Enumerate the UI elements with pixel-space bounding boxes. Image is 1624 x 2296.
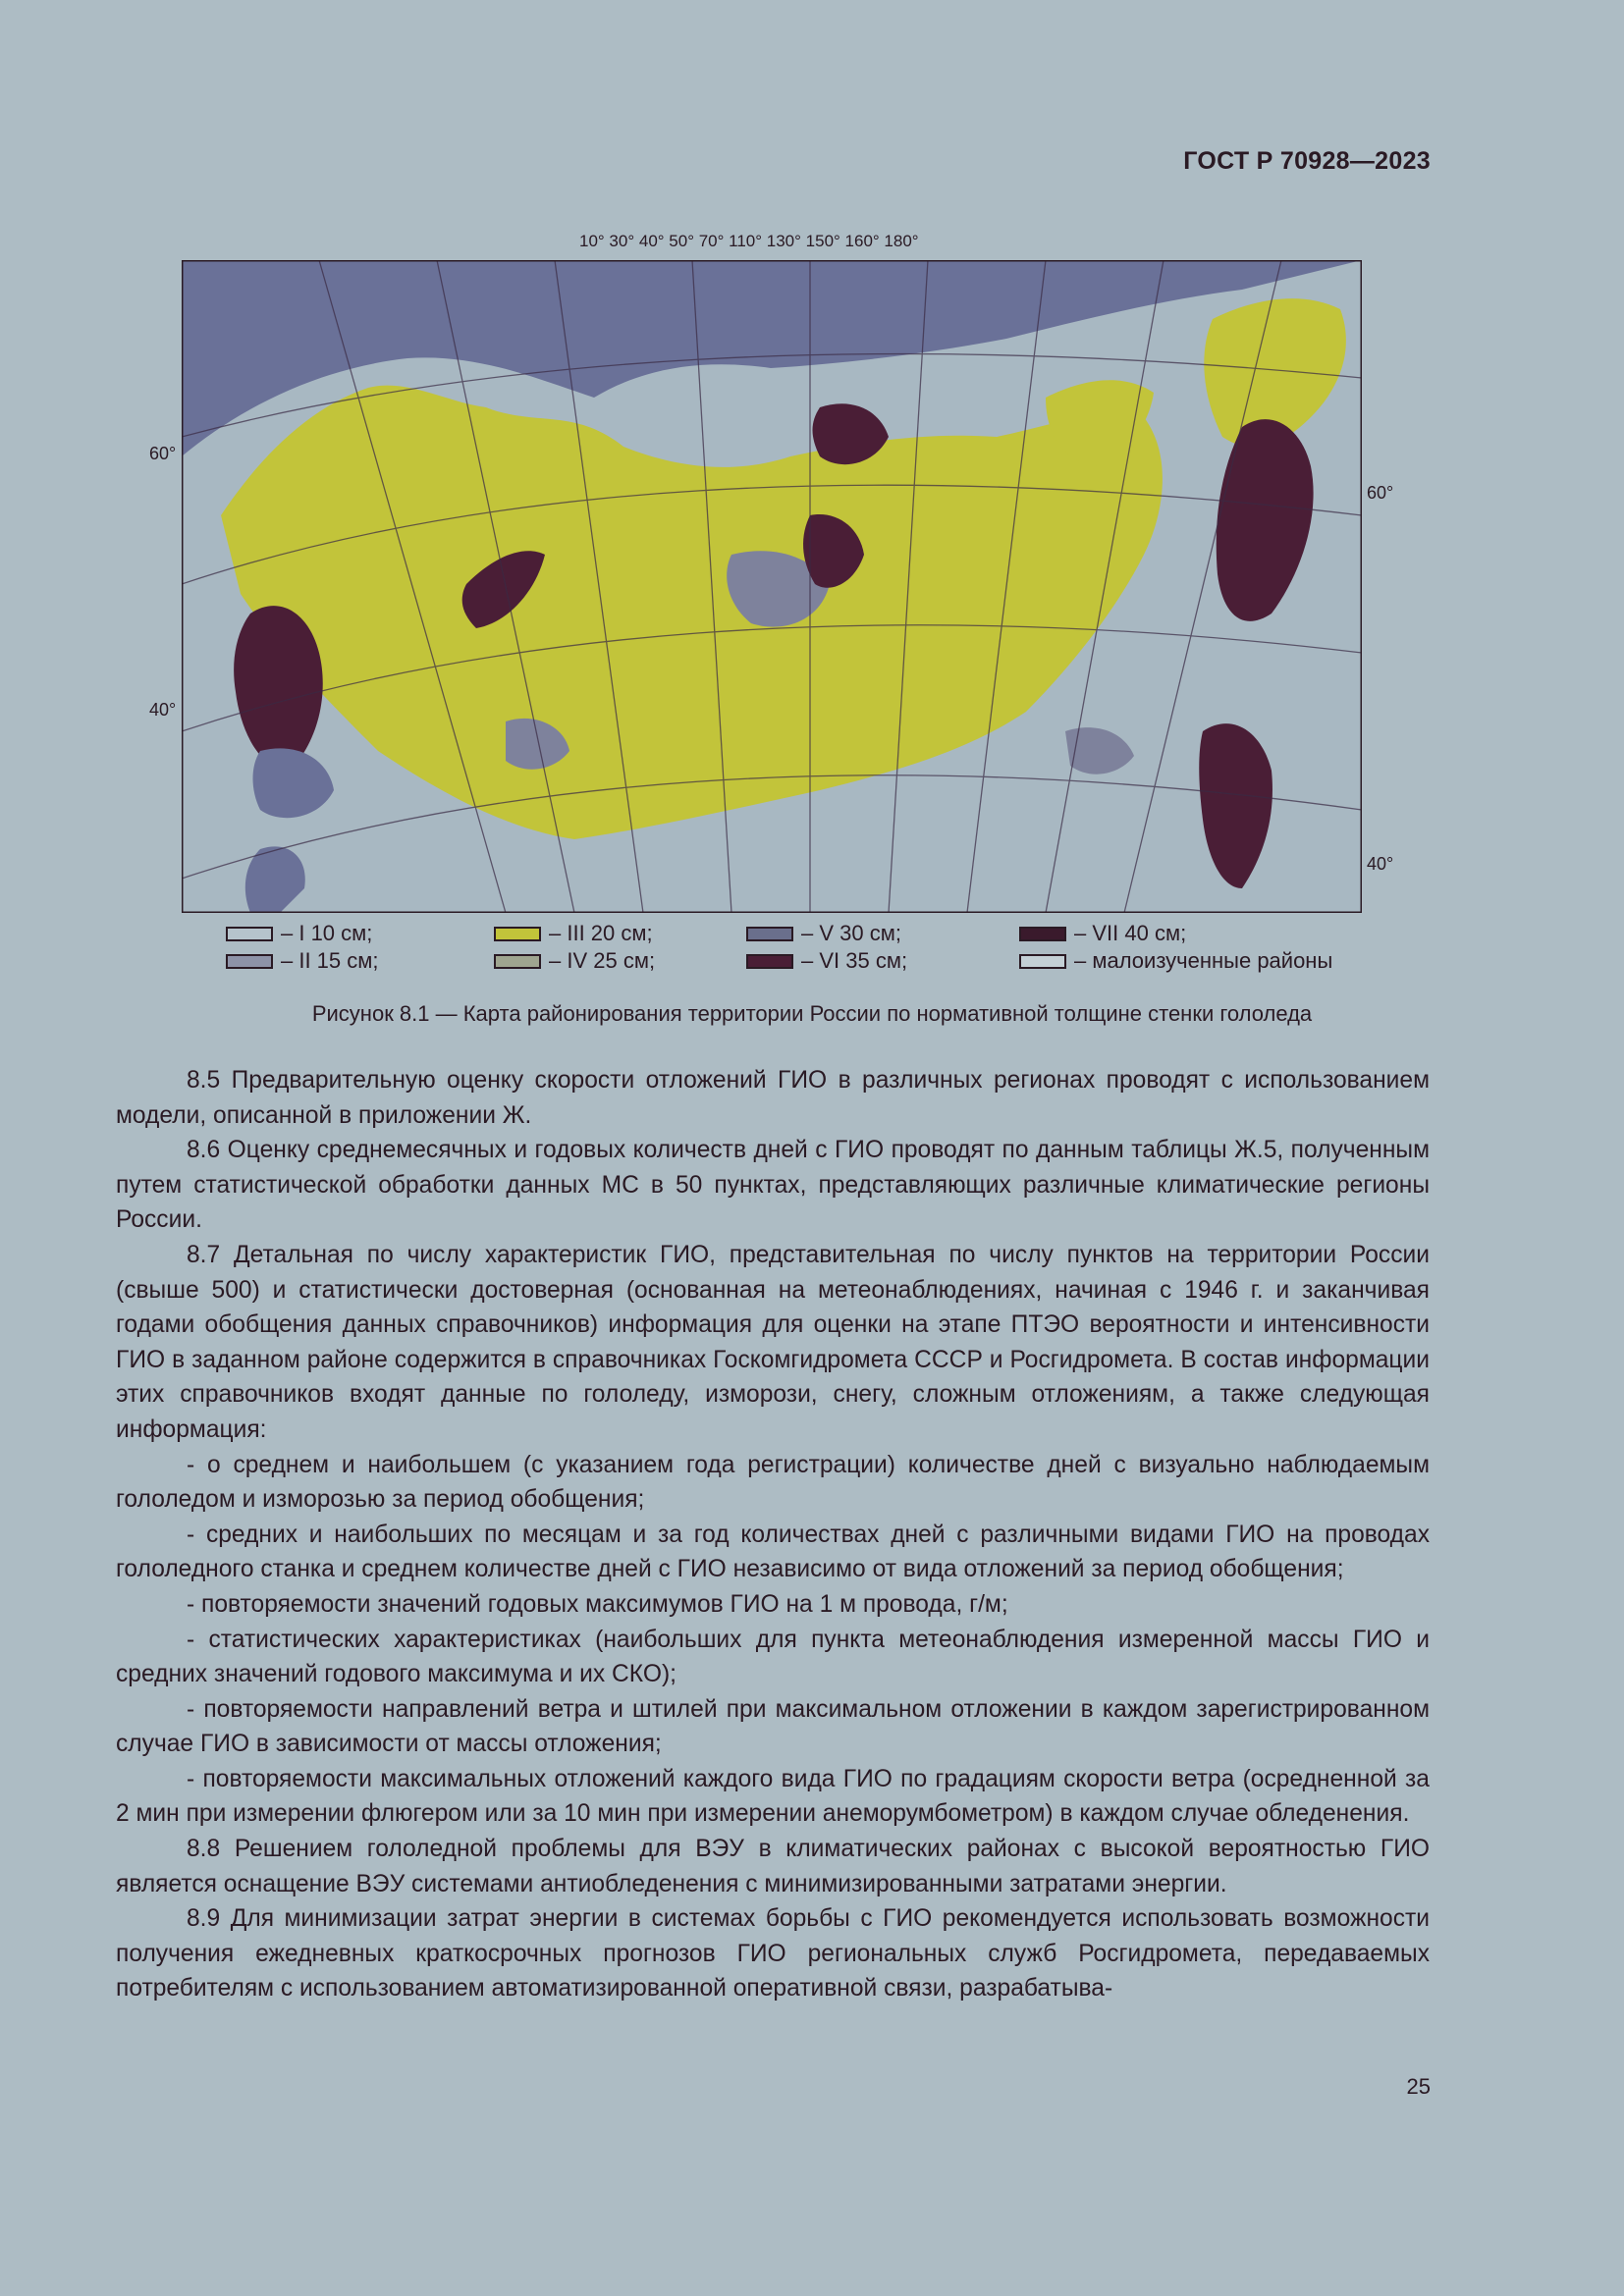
legend-item xyxy=(226,921,372,946)
paragraph-8-7: 8.7 Детальная по числу характеристик ГИО, представительная по числу пунктов на территории России (свыше 500) и статистически достоверная (основанная на метеонаблюдениях, начиная с 1946 г. и заканчивая годами обобщения данных справочников) информация для оценки на этапе ПТЭО вероятности и интенсивности ГИО в заданном районе содержится в справочниках Госкомгидромета СССР и Росгидромета. В состав информации этих справочников входят данные по гололеду, изморози, снегу, сложным отложениям, а также следующая информация: xyxy=(116,1241,1430,1443)
list-item: - повторяемости максимальных отложений каждого вида ГИО по градациям скорости ветра (осредненной за 2 мин при измерении флюгером или за 10 мин при измерении анеморумбометром) в каждом случае обледенения. xyxy=(116,1765,1430,1828)
legend-swatch xyxy=(746,927,793,941)
paragraph-8-6: 8.6 Оценку среднемесячных и годовых количеств дней с ГИО проводят по данным таблицы Ж.5, полученным путем статистической обработки данных МС в 50 пунктах, представляющих различные климатические регионы России. xyxy=(116,1137,1430,1234)
legend-item xyxy=(746,948,907,974)
legend-label: – малоизученные районы xyxy=(1074,948,1333,973)
legend-swatch xyxy=(494,927,541,941)
map-legend xyxy=(226,921,1375,980)
list-item: - повторяемости направлений ветра и штилей при максимальном отложении в каждом зарегистрированном случае ГИО в зависимости от массы отложения; xyxy=(116,1695,1430,1758)
legend-swatch xyxy=(494,954,541,969)
list-item: - повторяемости значений годовых максимумов ГИО на 1 м провода, г/м; xyxy=(187,1590,1008,1618)
legend-label: – II 15 см; xyxy=(281,948,379,973)
longitude-labels: 10° 30° 40° 50° 70° 110° 130° 150° 160° 180° xyxy=(579,232,919,250)
legend-label: – VI 35 см; xyxy=(801,948,908,973)
legend-label: – I 10 см; xyxy=(281,921,373,945)
legend-item xyxy=(1019,921,1186,946)
legend-item xyxy=(746,921,901,946)
list-item: - о среднем и наибольшем (с указанием года регистрации) количестве дней с визуально наблюдаемым гололедом и изморозью за период обобщения; xyxy=(116,1451,1430,1514)
legend-label: – III 20 см; xyxy=(549,921,653,945)
zoning-map xyxy=(182,260,1362,913)
document-header-code: ГОСТ Р 70928—2023 xyxy=(1183,147,1431,175)
zoning-map-image xyxy=(182,260,1362,913)
paragraph-8-8: 8.8 Решением гололедной проблемы для ВЭУ в климатических районах с высокой вероятностью ГИО является оснащение ВЭУ системами антиобледенения с минимизированными затратами энергии. xyxy=(116,1836,1430,1897)
list-item: - средних и наибольших по месяцам и за год количествах дней с различными видами ГИО на проводах гололедного станка и среднем количестве дней с ГИО независимо от вида отложений за период обобщения; xyxy=(116,1521,1430,1583)
legend-swatch xyxy=(746,954,793,969)
legend-label: – V 30 см; xyxy=(801,921,901,945)
paragraph-8-9: 8.9 Для минимизации затрат энергии в системах борьбы с ГИО рекомендуется использовать возможности получения ежедневных краткосрочных прогнозов ГИО региональных служб Росгидромета, передаваемых потребителям с использованием автоматизированной оперативной связи, разрабатыва- xyxy=(116,1905,1430,2002)
list-item: - статистических характеристиках (наибольших для пункта метеонаблюдения измеренной массы ГИО и средних значений годового максимума и их СКО); xyxy=(116,1626,1430,1688)
legend-swatch xyxy=(1019,927,1066,941)
figure-caption: Рисунок 8.1 — Карта районирования территории России по нормативной толщине стенки гололеда xyxy=(311,1001,1313,1026)
latitude-label-right-40: 40° xyxy=(1367,854,1394,874)
legend-label: – IV 25 см; xyxy=(549,948,656,973)
paragraph-8-5: 8.5 Предварительную оценку скорости отложений ГИО в различных регионах проводят с использованием модели, описанной в приложении Ж. xyxy=(116,1067,1430,1129)
legend-swatch xyxy=(1019,954,1066,969)
legend-item xyxy=(1019,948,1332,974)
latitude-label-left-40: 40° xyxy=(149,700,177,720)
latitude-label-right-60: 60° xyxy=(1367,483,1394,503)
legend-item xyxy=(494,948,655,974)
legend-swatch xyxy=(226,954,273,969)
legend-label: – VII 40 см; xyxy=(1074,921,1187,945)
legend-item xyxy=(226,948,379,974)
legend-item xyxy=(494,921,653,946)
latitude-label-left-60: 60° xyxy=(149,444,177,463)
legend-swatch xyxy=(226,927,273,941)
body-text xyxy=(116,1063,1430,2006)
page-number: 25 xyxy=(1406,2074,1431,2099)
